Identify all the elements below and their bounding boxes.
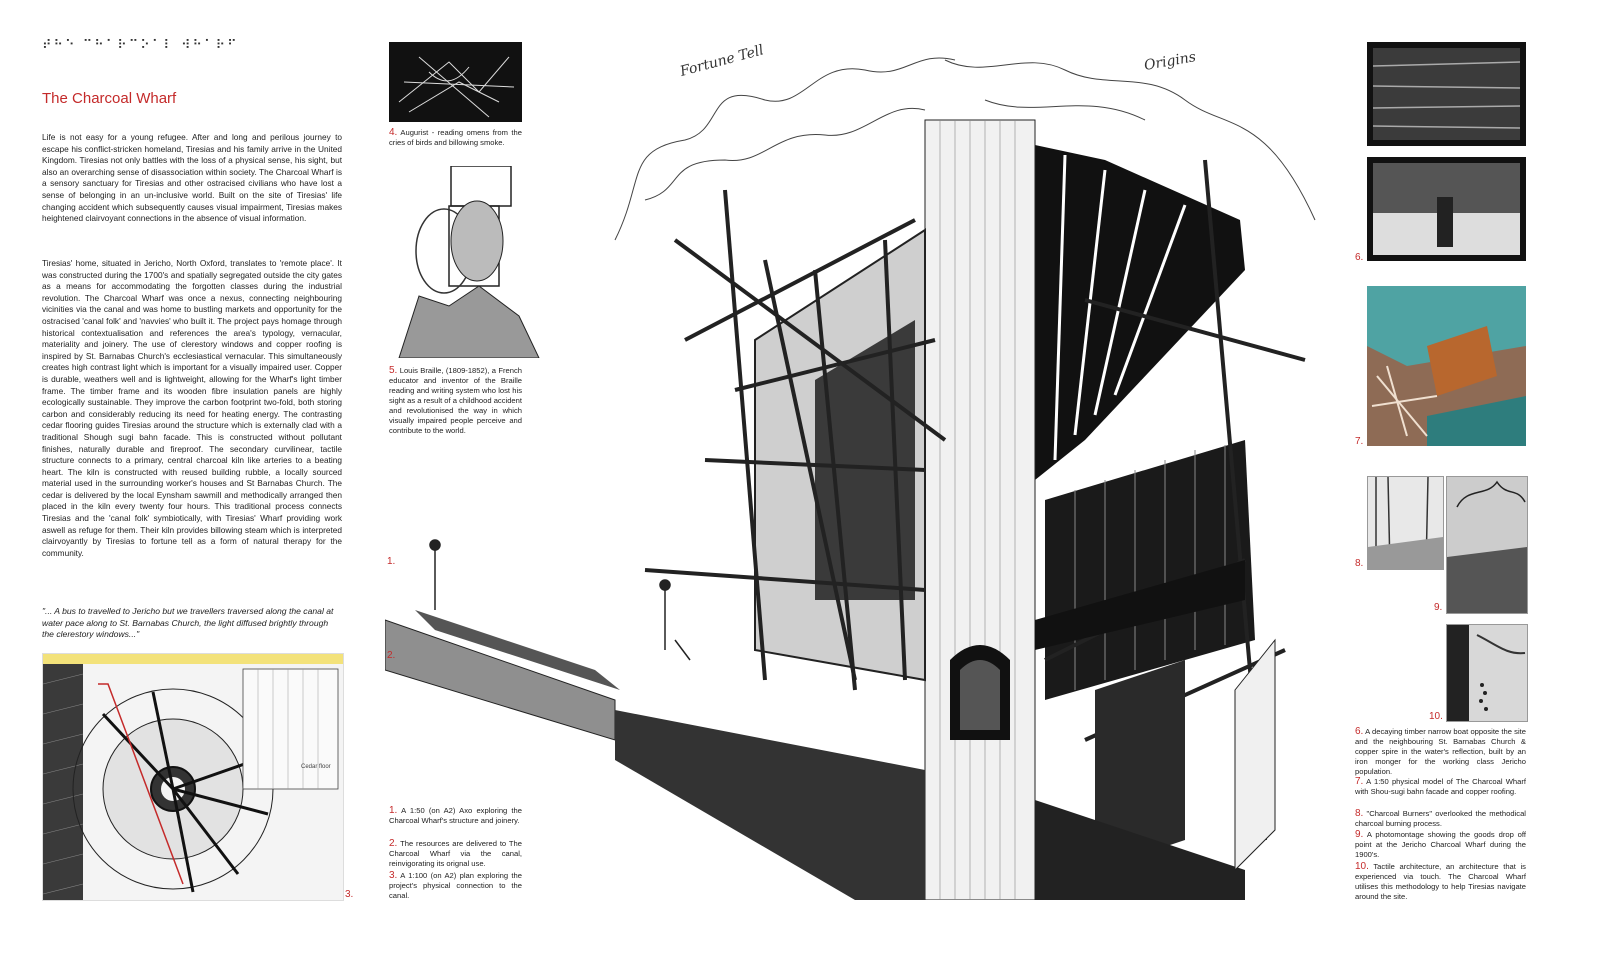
burners-ground xyxy=(1368,537,1443,569)
caption-7-number: 7. xyxy=(1355,776,1364,787)
tactile-hand xyxy=(1477,635,1525,653)
figure-marker-1: 1. xyxy=(387,556,396,567)
copper-model-svg xyxy=(1367,286,1526,446)
figure-marker-7: 7. xyxy=(1355,436,1364,447)
tactile-dots xyxy=(1479,683,1488,711)
canal-bank xyxy=(385,620,615,740)
axonometric-drawing xyxy=(385,40,1345,900)
plan-ground-hatch xyxy=(43,664,83,900)
figure-marker-3: 3. xyxy=(345,889,354,900)
figure-marker-8: 8. xyxy=(1355,558,1364,569)
figures xyxy=(430,540,690,660)
figure-marker-9: 9. xyxy=(1434,602,1443,613)
axo-svg xyxy=(385,40,1345,900)
narrow-boat-photo xyxy=(1367,42,1526,146)
plan-label: Cedar floor xyxy=(301,764,331,770)
kiln-opening xyxy=(960,660,1000,730)
church-reflection-photo xyxy=(1367,157,1526,261)
plan-svg xyxy=(43,654,343,900)
caption-2-text: The resources are delivered to The Charcoal Wharf via the canal, reinvigorating its orignal use. xyxy=(389,839,522,868)
montage-water xyxy=(1447,547,1527,613)
caption-1-number: 1. xyxy=(389,805,398,816)
context-paragraph: Tiresias' home, situated in Jericho, North Oxford, translates to 'remote place'. It was constructed during the 1700's and spatially segregated outside the city gates as a means for accommodating the forgotten classes during the industrial revolution. The Charcoal Wharf was once a nexus, connecting neighbouring vicinities via the canal and was home to bustling markets and opportunity for the ostracised 'canal folk' and 'navvies' who built it. The project pays homage through historical contextualisation and references the area's typology, vernacular, materiality and joinery. The use of clerestory windows and copper roofing is inspired by St. Barnabas Church's ecclesiastical vernacular. This simultaneously creates high contrast light which is important for a visually impaired user. Copper is durable, weathers well and is lightweight, allowing for the Wharf's light timber frame. The timber frame and its wooden fibre insulation panels are highly ecologically sustainable. They improve the carbon footprint two-fold, both storing carbon and considerably reducing its need for heating energy. The contrasting cedar flooring guides Tiresias around the structure which is externally clad with a traditional Shough sugi bahn facade. This is constructed without pollutant finishes, naturally durable and fireproof. The secondary curvilinear, tactile structure connects to a primary, central charcoal kiln like arteries to a beating heart. The kiln is constructed with reused building rubble, a locally sourced material used in the surrounding worker's houses and St Barnabas Church. The cedar is delivered by the local Eynsham sawmill and methodically arranged then placed in the kiln every twenty four hours. This traditional process connects Tiresias and the 'canal folk' symbiotically, with Tiresias' Wharf providing work aswell as refuge for them. Their kiln provides billowing steam which is interpreted clairvoyantly by Tiresias to fortune tell as a form of natural therapy for the community. xyxy=(42,258,342,558)
charcoal-burners-svg xyxy=(1368,477,1443,569)
figure-marker-2: 2. xyxy=(387,650,396,661)
plan-highlight-strip xyxy=(43,654,343,664)
caption-2 xyxy=(389,839,522,869)
caption-10-text: Tactile architecture, an architecture that is experienced via touch. The Charcoal Wharf utilises this methodology to help Tiresias navigate around the site. xyxy=(1355,862,1526,901)
caption-3 xyxy=(389,871,522,901)
caption-7 xyxy=(1355,777,1526,797)
narrow-boat-svg xyxy=(1367,42,1526,146)
site-plan-drawing xyxy=(42,653,344,901)
caption-5-number: 5. xyxy=(389,365,398,376)
canal-water xyxy=(615,710,925,900)
braille-heading: ⠞⠓⠑ ⠉⠓⠁⠗⠉⠕⠁⠇ ⠺⠓⠁⠗⠋ xyxy=(42,38,239,53)
photomontage-svg xyxy=(1447,477,1527,613)
caption-3-number: 3. xyxy=(389,870,398,881)
page-title: The Charcoal Wharf xyxy=(42,90,177,107)
tactile-architecture-sketch xyxy=(1446,624,1528,722)
caption-9-text: A photomontage showing the goods drop off point at the Jericho Charcoal Wharf during the 1900's. xyxy=(1355,830,1526,859)
plan-floor-boards xyxy=(243,669,338,789)
copper-model-photo xyxy=(1367,286,1526,446)
sketch-fortune-text: Fortune Tell xyxy=(678,42,766,80)
caption-4-text: Augurist - reading omens from the cries of birds and billowing smoke. xyxy=(389,128,522,147)
intro-paragraph: Life is not easy for a young refugee. After and long and perilous journey to escape his conflict-stricken homeland, Tiresias and his family arrive in the United Kingdom. Tiresias not only battles with the loss of a physical sense, his sight, but also an overarching sense of disassociation within society. The Charcoal Wharf is a sensory sanctuary for Tiresias and other ostracised civilians who have lost a sense of belonging in an un-inclusive world. Built on the site of Tiresias' life changing accident which subsequently causes visual impairment, Tiresias makes heightened clairvoyant connections in the absence of visual information. xyxy=(42,132,342,224)
wharf-photomontage xyxy=(1446,476,1528,614)
caption-8 xyxy=(1355,809,1526,829)
caption-6-text: A decaying timber narrow boat opposite the site and the neighbouring St. Barnabas Church & copper spire in the water's reflection, built by an iron monger for the working class Jericho population. xyxy=(1355,727,1526,776)
standing-panel xyxy=(1235,640,1275,870)
tactile-svg xyxy=(1447,625,1527,721)
narrative-quote: "... A bus to travelled to Jericho but we travellers traversed along the canal at water pace along to St. Barnabas Church, the light diffused brightly through the clerestory windows..." xyxy=(42,606,334,640)
caption-8-number: 8. xyxy=(1355,808,1364,819)
charcoal-burners-sketch xyxy=(1367,476,1444,570)
figure-marker-10: 10. xyxy=(1429,711,1443,722)
caption-10-number: 10. xyxy=(1355,861,1369,872)
caption-9 xyxy=(1355,830,1526,860)
caption-10 xyxy=(1355,862,1526,902)
caption-9-number: 9. xyxy=(1355,829,1364,840)
roof-wedge xyxy=(1035,145,1245,480)
caption-4-number: 4. xyxy=(389,127,398,138)
caption-5-text: Louis Braille, (1809-1852), a French educator and inventor of the Braille reading and writing system who lost his sight as a result of a childhood accident and revolutionised the way in which visually impaired people perceive and contribute to the world. xyxy=(389,366,522,435)
sketch-origins-text: Origins xyxy=(1142,49,1198,74)
central-chimney xyxy=(925,120,1035,900)
reflection-post xyxy=(1437,197,1453,247)
church-reflection-svg xyxy=(1367,157,1526,261)
caption-6 xyxy=(1355,727,1526,777)
caption-1-text: A 1:50 (on A2) Axo exploring the Charcoal Wharf's structure and joinery. xyxy=(389,806,522,825)
caption-1 xyxy=(389,806,522,826)
figure-marker-6: 6. xyxy=(1355,252,1364,263)
montage-tree xyxy=(1457,482,1525,507)
caption-2-number: 2. xyxy=(389,838,398,849)
caption-8-text: "Charcoal Burners" overlooked the methodical charcoal burning process. xyxy=(1355,809,1526,828)
tactile-wall xyxy=(1447,625,1469,721)
copper-lower-panel xyxy=(1427,396,1526,446)
caption-7-text: A 1:50 physical model of The Charcoal Wharf with Shou-sugi bahn facade and copper roofing. xyxy=(1355,777,1526,796)
caption-6-number: 6. xyxy=(1355,726,1364,737)
caption-3-text: A 1:100 (on A2) plan exploring the project's physical connection to the canal. xyxy=(389,871,522,900)
